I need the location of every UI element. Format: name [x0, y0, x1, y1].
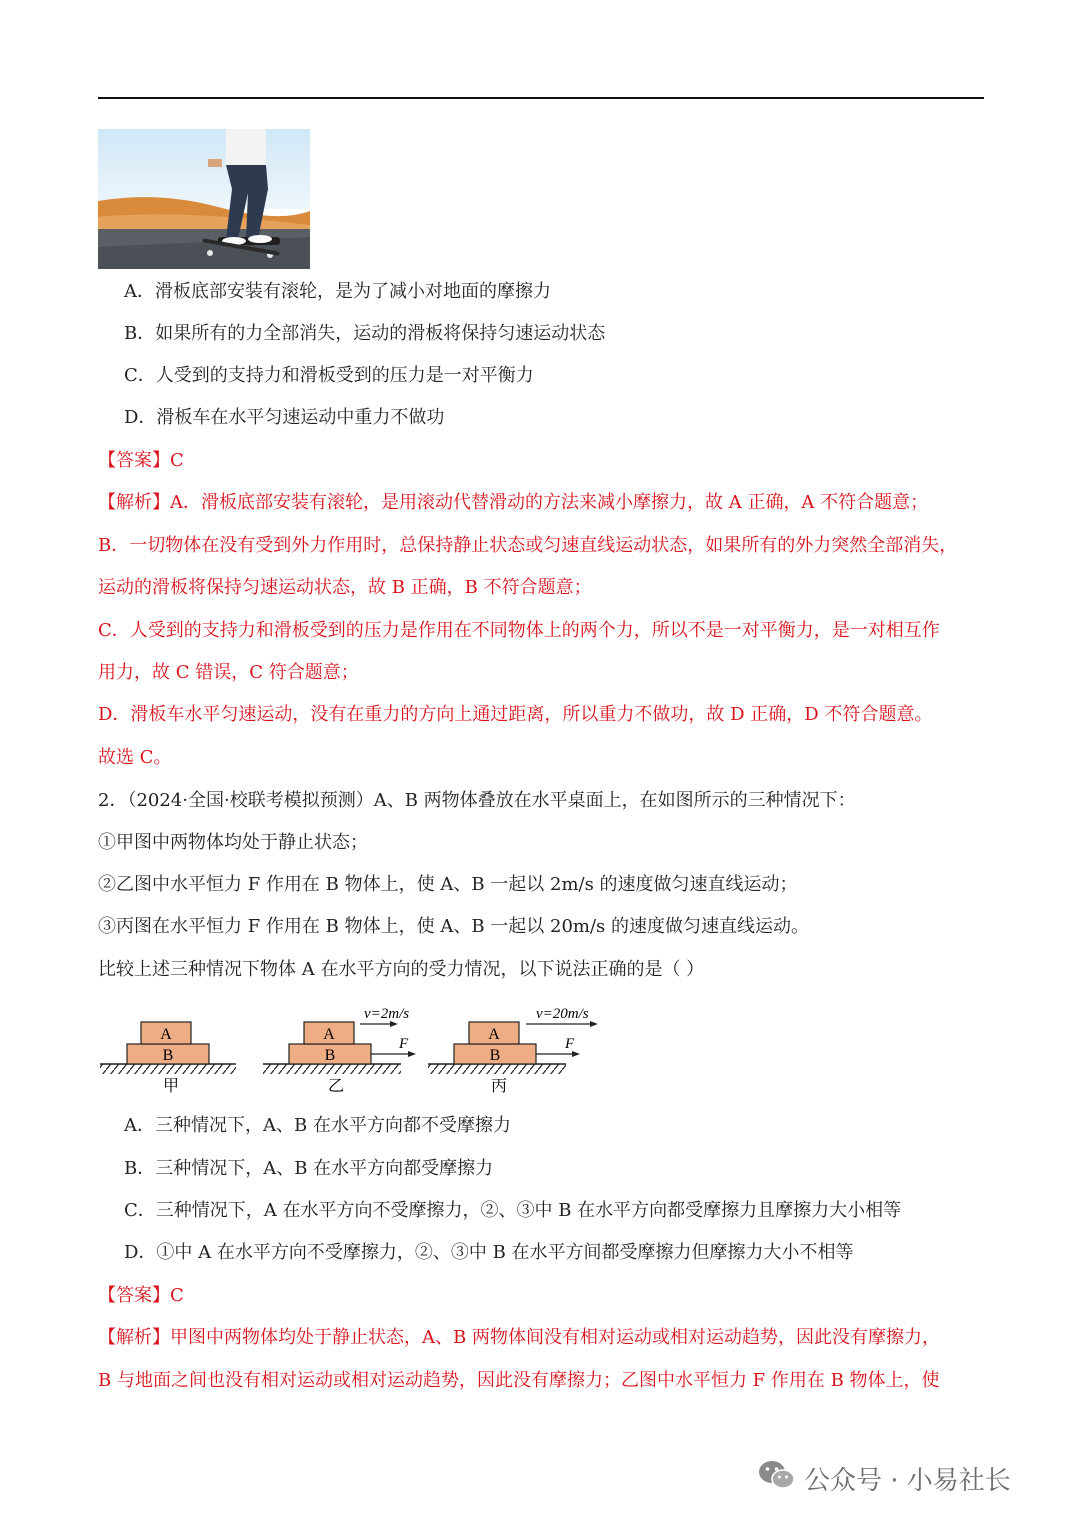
- q2-answer: 【答案】C: [98, 1285, 184, 1306]
- block-b-label: B: [489, 1047, 501, 1064]
- q1-analysis-line: B．一切物体在没有受到外力作用时，总保持静止状态或匀速直线运动状态，如果所有的外力突然全部消失，: [98, 535, 958, 556]
- q1-analysis-line: D．滑板车水平匀速运动，没有在重力的方向上通过距离，所以重力不做功，故 D 正确，D 不符合题意。: [98, 704, 933, 725]
- q2-condition-1: ①甲图中两物体均处于静止状态；: [98, 832, 368, 853]
- q1-analysis-line: 用力，故 C 错误，C 符合题意；: [98, 662, 359, 683]
- q1-option-b: B．如果所有的力全部消失，运动的滑板将保持匀速运动状态: [124, 323, 606, 344]
- velocity-label: v=20m/s: [536, 1006, 589, 1022]
- q2-condition-3: ③丙图在水平恒力 F 作用在 B 物体上，使 A、B 一起以 20m/s 的速度做匀速直线运动。: [98, 916, 809, 937]
- watermark-text: 公众号 · 小易社长: [804, 1465, 1011, 1496]
- q1-answer: 【答案】C: [98, 450, 184, 471]
- q1-option-a: A．滑板底部安装有滚轮，是为了减小对地面的摩擦力: [124, 281, 551, 302]
- caption-yi: 乙: [327, 1078, 345, 1095]
- q1-analysis-line: 故选 C。: [98, 747, 172, 768]
- q1-analysis-line: 运动的滑板将保持匀速运动状态，故 B 正确，B 不符合题意；: [98, 577, 592, 598]
- block-b-label: B: [324, 1047, 336, 1064]
- force-label: F: [565, 1036, 575, 1052]
- block-a-label: A: [488, 1026, 500, 1043]
- q1-analysis-line: 【解析】A．滑板底部安装有滚轮，是用滚动代替滑动的方法来减小摩擦力，故 A 正确，A 不符合题意；: [98, 492, 929, 513]
- blocks-figure: [98, 1000, 618, 1100]
- q2-analysis-line: 【解析】甲图中两物体均处于静止状态，A、B 两物体间没有相对运动或相对运动趋势，因此没有摩擦力，: [98, 1327, 940, 1348]
- wechat-icon: [758, 1459, 796, 1498]
- block-a-label: A: [160, 1026, 172, 1043]
- q2-option-d: D．①中 A 在水平方向不受摩擦力，②、③中 B 在水平方间都受摩擦力但摩擦力大小不相等: [124, 1242, 854, 1263]
- caption-bing: 丙: [490, 1078, 508, 1095]
- q2-question: 比较上述三种情况下物体 A 在水平方向的受力情况，以下说法正确的是（ ）: [98, 959, 705, 980]
- q1-analysis-line: C．人受到的支持力和滑板受到的压力是作用在不同物体上的两个力，所以不是一对平衡力，是一对相互作: [98, 620, 940, 641]
- skateboard-photo: [98, 129, 310, 269]
- caption-jia: 甲: [162, 1078, 180, 1095]
- block-b-label: B: [162, 1047, 174, 1064]
- force-label: F: [399, 1036, 409, 1052]
- velocity-label: v=2m/s: [364, 1006, 410, 1022]
- q2-analysis-line: B 与地面之间也没有相对运动或相对运动趋势，因此没有摩擦力；乙图中水平恒力 F 作用在 B 物体上，使: [98, 1370, 940, 1391]
- q2-stem: 2．（2024·全国·校联考模拟预测）A、B 两物体叠放在水平桌面上，在如图所示的三种情况下：: [98, 790, 856, 811]
- q2-option-c: C．三种情况下，A 在水平方向不受摩擦力，②、③中 B 在水平方向都受摩擦力且摩擦力大小相等: [124, 1200, 902, 1221]
- figure-panel-bing: [428, 1006, 598, 1095]
- q2-option-a: A．三种情况下，A、B 在水平方向都不受摩擦力: [124, 1115, 511, 1136]
- q1-option-c: C．人受到的支持力和滑板受到的压力是一对平衡力: [124, 365, 534, 386]
- wechat-watermark: [758, 1458, 1011, 1498]
- q1-option-d: D．滑板车在水平匀速运动中重力不做功: [124, 407, 445, 428]
- figure-panel-yi: [263, 1006, 416, 1095]
- q2-option-b: B．三种情况下，A、B 在水平方向都受摩擦力: [124, 1158, 494, 1179]
- header-rule: [98, 97, 984, 99]
- block-a-label: A: [323, 1026, 335, 1043]
- q2-condition-2: ②乙图中水平恒力 F 作用在 B 物体上，使 A、B 一起以 2m/s 的速度做匀速直线运动；: [98, 874, 798, 895]
- figure-panel-jia: [100, 1022, 236, 1095]
